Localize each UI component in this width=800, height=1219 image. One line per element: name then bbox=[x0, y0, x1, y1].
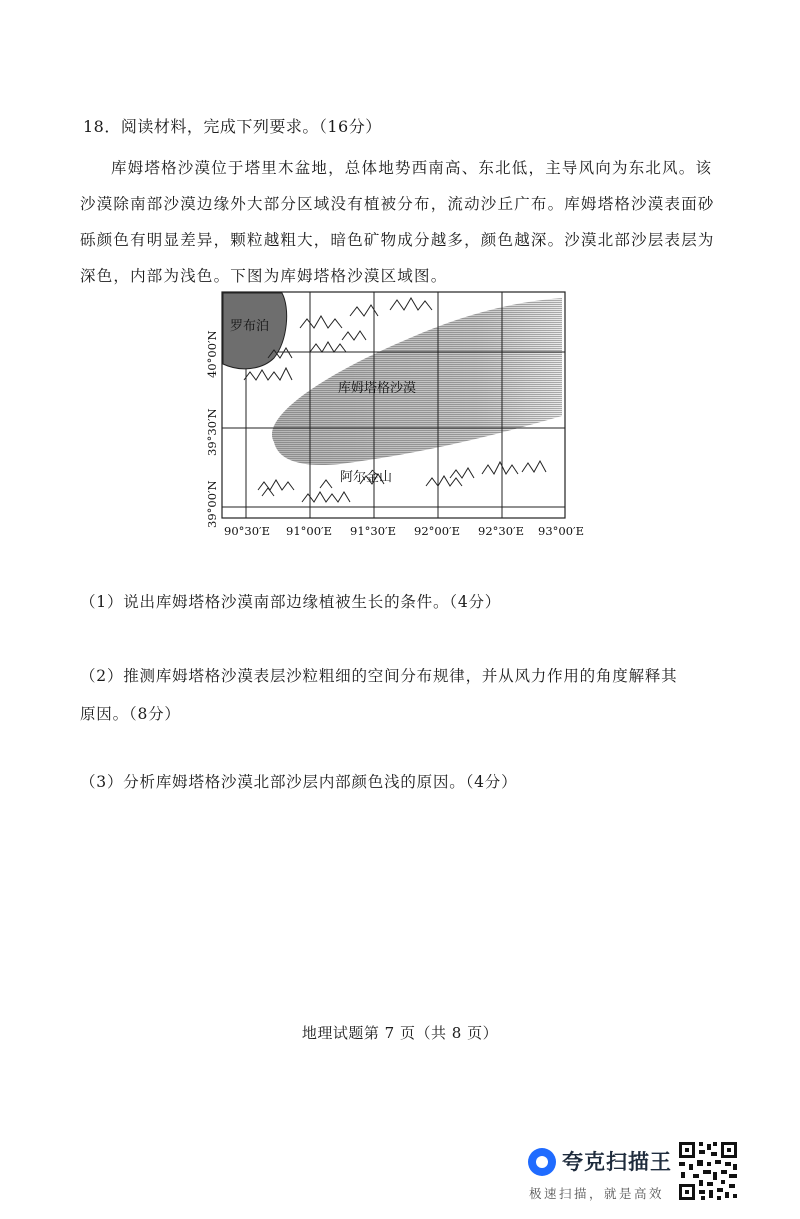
sub-question-1-text: （1）说出库姆塔格沙漠南部边缘植被生长的条件。（4分） bbox=[80, 593, 502, 611]
scanner-watermark bbox=[528, 1144, 672, 1204]
lon-label-92: 92°00′E bbox=[414, 524, 461, 538]
sub-question-2 bbox=[80, 657, 730, 733]
desert-label: 库姆塔格沙漠 bbox=[338, 381, 417, 396]
sub-question-3 bbox=[80, 763, 730, 801]
lat-label-40: 40°00′N bbox=[205, 330, 219, 378]
lake-label: 罗布泊 bbox=[230, 319, 270, 334]
lon-label-93: 93°00′E bbox=[538, 524, 585, 538]
sub-question-3-text: （3）分析库姆塔格沙漠北部沙层内部颜色浅的原因。（4分） bbox=[80, 773, 518, 791]
sub-question-1 bbox=[80, 583, 730, 621]
quark-logo-icon bbox=[528, 1148, 556, 1176]
brand-slogan: 极速扫描，就是高效 bbox=[529, 1186, 665, 1201]
lat-label-39: 39°00′N bbox=[205, 480, 219, 528]
material-text: 库姆塔格沙漠位于塔里木盆地，总体地势西南高、东北低，主导风向为东北风。该沙漠除南部沙漠边缘外大部分区域没有植被分布，流动沙丘广布。库姆塔格沙漠表面砂砾颜色有明显差异，颗粒越粗大，暗色矿物成分越多，颜色越深。沙漠北部沙层表层为深色，内部为浅色。下图为库姆塔格沙漠区域图。 bbox=[80, 159, 715, 285]
lon-label-91-30: 91°30′E bbox=[350, 524, 397, 538]
sub-question-2-text: （2）推测库姆塔格沙漠表层沙粒粗细的空间分布规律，并从风力作用的角度解释其 bbox=[80, 667, 678, 685]
mountain-label: 阿尔金山 bbox=[340, 470, 393, 485]
desert-region-map bbox=[200, 288, 600, 540]
question-title: 18．阅读材料，完成下列要求。（16分） bbox=[83, 117, 382, 136]
qr-code-icon bbox=[677, 1140, 739, 1202]
brand-name: 夸克扫描王 bbox=[562, 1150, 672, 1174]
lon-label-91: 91°00′E bbox=[286, 524, 333, 538]
material-paragraph bbox=[80, 150, 720, 294]
lon-label-90-30: 90°30′E bbox=[224, 524, 271, 538]
lon-label-92-30: 92°30′E bbox=[478, 524, 525, 538]
lat-label-39-30: 39°30′N bbox=[205, 408, 219, 456]
page-footer: 地理试题第 7 页（共 8 页） bbox=[301, 1024, 499, 1042]
sub-question-2-cont: 原因。（8分） bbox=[80, 705, 181, 723]
